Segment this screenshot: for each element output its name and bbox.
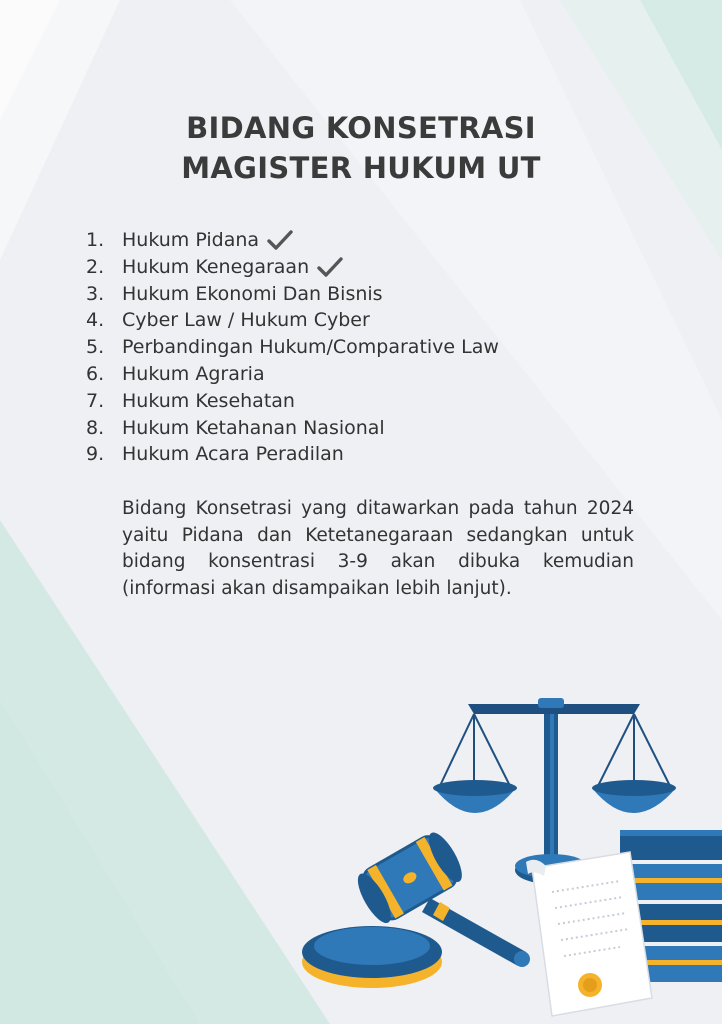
list-item xyxy=(86,415,499,442)
list-item-number: 9. xyxy=(86,443,105,466)
title-line-2: MAGISTER HUKUM UT xyxy=(181,151,541,185)
list-item-number: 3. xyxy=(86,282,105,305)
list-item-label: Hukum Ekonomi Dan Bisnis xyxy=(122,282,383,305)
list-item-number: 1. xyxy=(86,229,105,251)
list-item-label: Hukum Pidana xyxy=(122,229,260,251)
list-item xyxy=(86,441,499,468)
list-item xyxy=(86,388,499,415)
scroll-icon xyxy=(526,852,652,1016)
list-item-number: 4. xyxy=(86,309,105,332)
list-item-label: Hukum Agraria xyxy=(122,362,265,385)
list-item-label: Cyber Law / Hukum Cyber xyxy=(122,309,370,332)
list-item-number: 6. xyxy=(86,362,105,385)
title-line-1: BIDANG KONSETRASI xyxy=(186,111,536,145)
list-item xyxy=(86,254,499,281)
list-item xyxy=(86,281,499,308)
list-item-number: 7. xyxy=(86,389,105,412)
list-item-label: Hukum Acara Peradilan xyxy=(122,443,344,466)
list-item-number: 8. xyxy=(86,416,105,439)
check-icon xyxy=(267,229,293,251)
list-item xyxy=(86,227,499,254)
scales-gavel-books-illustration xyxy=(300,680,722,1024)
check-icon xyxy=(317,256,343,278)
list-item-label: Perbandingan Hukum/Comparative Law xyxy=(122,336,499,359)
gavel-icon xyxy=(302,828,530,988)
list-item-label: Hukum Kesehatan xyxy=(122,389,295,412)
list-item xyxy=(86,334,499,361)
page-title xyxy=(0,108,722,188)
list-item xyxy=(86,361,499,388)
concentration-list xyxy=(86,227,499,468)
list-item-number: 5. xyxy=(86,336,105,359)
list-item xyxy=(86,307,499,334)
info-paragraph: Bidang Konsetrasi yang ditawarkan pada tahun 2024 yaitu Pidana dan Ketetanegaraan sedangkan untuk bidang konsentrasi 3-9 akan dibuka kemudian (informasi akan disampaikan lebih lanjut). xyxy=(122,498,634,599)
list-item-label: Hukum Kenegaraan xyxy=(122,255,310,278)
list-item-number: 2. xyxy=(86,255,105,278)
list-item-label: Hukum Ketahanan Nasional xyxy=(122,416,385,439)
